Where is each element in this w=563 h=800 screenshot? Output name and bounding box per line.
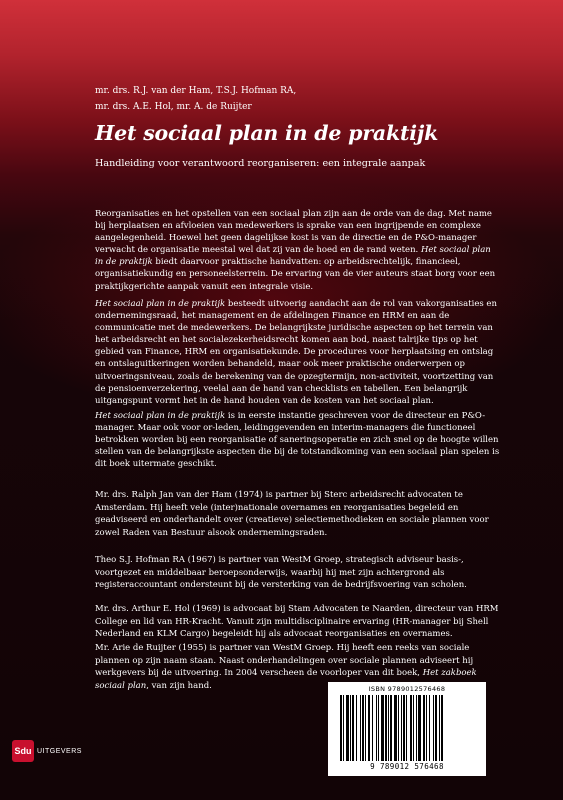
barcode-bar xyxy=(418,695,421,761)
publisher-name: UITGEVERS xyxy=(37,747,82,755)
barcode-box xyxy=(328,682,486,776)
barcode-bar xyxy=(368,695,370,761)
blurb-2-text: besteedt uitvoerig aandacht aan de rol van vakorganisaties en ondernemingsraad, het management en de afdelingen Finance en HRM en aan de communicatie met de medewerkers. De belangrijkste juridische aspecten op het terrein van het arbeidsrecht en het socialezekerheidsrecht komen aan bod, naast talrijke tips op het gebied van Finance, HRM en organisatiekunde. De procedures voor herplaatsing en ontslag en ontslaguitkeringen worden behandeld, maar ook meer praktische onderwerpen op uitvoeringsniveau, zoals de berekening van de opzegtermijn, non-activiteit, voortzetting van de pensioenverzekering, veelal aan de hand van checklists en tabellen. Een belangrijk uitgangspunt vormt het in de hand houden van de kosten van het sociaal plan. xyxy=(95,299,497,406)
barcode-bar xyxy=(350,695,351,761)
barcode-bar xyxy=(390,695,392,761)
barcode-bar xyxy=(343,695,344,761)
barcode-bar xyxy=(376,695,377,761)
authors-line-1: mr. drs. R.J. van der Ham, T.S.J. Hofman RA, xyxy=(95,86,297,96)
blurb-1-title-ref: Het sociaal plan in de praktijk xyxy=(95,245,491,268)
author-list xyxy=(95,83,296,115)
blurb-1-text-a: Reorganisaties en het opstellen van een sociaal plan zijn aan de orde van de dag. Met name bij herplaatsen en afvloeien van medewerkers is sprake van een ingrijpende en complexe aangelegenheid. Hoewel het geen dagelijkse kost is van de directie en de P&O-manager verwacht de organisatie meestal wel dat zij van de hoed en de rand weten. xyxy=(95,209,492,256)
barcode-bar xyxy=(385,695,387,761)
book-subtitle: Handleiding voor verantwoord reorganiseren: een integrale aanpak xyxy=(95,158,426,169)
barcode-icon xyxy=(340,695,474,761)
barcode-bar xyxy=(403,695,405,761)
barcode-bar xyxy=(340,695,342,761)
authors-line-2: mr. drs. A.E. Hol, mr. A. de Ruijter xyxy=(95,102,252,112)
barcode-bar xyxy=(429,695,430,761)
isbn-label: ISBN 9789012576468 xyxy=(368,685,446,693)
ean-digits: 9 789012 576468 xyxy=(370,762,444,771)
barcode-bar xyxy=(439,695,440,761)
barcode-bar xyxy=(441,695,443,761)
publisher-logo xyxy=(12,740,82,762)
barcode-bar xyxy=(365,695,366,761)
barcode-bar xyxy=(426,695,427,761)
barcode-bar xyxy=(381,695,384,761)
barcode-bar xyxy=(398,695,399,761)
blurb-3-text: is in eerste instantie geschreven voor de directeur en P&O-manager. Maar ook voor or-leden, leidinggevenden en interim-managers die functioneel betrokken worden bij een reorganisatie of saneringsoperatie en zich snel op de hoogte willen stellen van de belangrijkste aspecten die bij de totstandkoming van een sociaal plan spelen is dit boek uitermate geschikt. xyxy=(95,411,500,470)
blurb-1-text-c: biedt daarvoor praktische handvatten: op arbeidsrechtelijk, financieel, organisatiekundig en personeelsterrein. De ervaring van de vier auteurs staat borg voor een praktijkgerichte aanpak vanuit een integrale visie. xyxy=(95,257,496,292)
barcode-bar xyxy=(394,695,397,761)
author-bio-van-der-ham: Mr. drs. Ralph Jan van der Ham (1974) is partner bij Sterc arbeidsrecht advocaten te Amsterdam. Hij heeft vele (inter)nationale overnames en reorganisaties begeleid en geadviseerd en onderhandelt over (creatieve) selectiemethodieken en sociale plannen voor zowel Raden van Bestuur alsook ondernemingsraden. xyxy=(95,490,489,539)
barcode-bar xyxy=(360,695,361,761)
barcode-bar xyxy=(346,695,349,761)
author-bio-hofman: Theo S.J. Hofman RA (1967) is partner van WestM Groep, strategisch adviseur basis-, voortgezet en middelbaar beroepsonderwijs, waarbij hij met zijn achtergrond als registeraccountant ondersteunt bij de versterking van de bedrijfsvoering van scholen. xyxy=(95,555,467,591)
barcode-bar xyxy=(401,695,402,761)
barcode-bar xyxy=(352,695,354,761)
bio-ruijter-text-c: , van zijn hand. xyxy=(146,681,212,692)
barcode-bar xyxy=(362,695,364,761)
blurb-paragraph-1 xyxy=(95,208,500,293)
barcode-bar xyxy=(388,695,389,761)
barcode-bar xyxy=(410,695,412,761)
barcode-bar xyxy=(416,695,417,761)
blurb-paragraph-2 xyxy=(95,298,500,407)
barcode-bar xyxy=(435,695,437,761)
barcode-bar xyxy=(378,695,379,761)
book-title: Het sociaal plan in de praktijk xyxy=(95,121,439,145)
blurb-3-title-ref: Het sociaal plan in de praktijk xyxy=(95,411,226,421)
bio-ruijter-book-ref: Het zakboek sociaal plan xyxy=(95,668,477,692)
bio-ruijter-text-a: Mr. Arie de Ruijter (1955) is partner van WestM Groep. Hij heeft een reeks van sociale plannen op zijn naam staan. Naast onderhandelingen over sociale plannen adviseert hij werkgevers bij de uitvoering. In 2004 verscheen de voorloper van dit boek, xyxy=(95,643,474,679)
sdu-logo-icon: Sdu xyxy=(12,740,34,762)
barcode-bar xyxy=(372,695,373,761)
blurb-2-title-ref: Het sociaal plan in de praktijk xyxy=(95,299,226,309)
barcode-bar xyxy=(406,695,407,761)
blurb-paragraph-3 xyxy=(95,410,500,470)
author-bio-hol: Mr. drs. Arthur E. Hol (1969) is advocaat bij Stam Advocaten te Naarden, directeur van HRM College en lid van HR-Kracht. Vanuit zijn multidisciplinaire ervaring (HR-manager bij Shell Nederland en KLM Cargo) begeleidt hij als advocaat reorganisaties en overnames. xyxy=(95,604,499,640)
barcode-bar xyxy=(413,695,414,761)
barcode-bar xyxy=(356,695,357,761)
barcode-bar xyxy=(433,695,434,761)
barcode-bar xyxy=(423,695,425,761)
